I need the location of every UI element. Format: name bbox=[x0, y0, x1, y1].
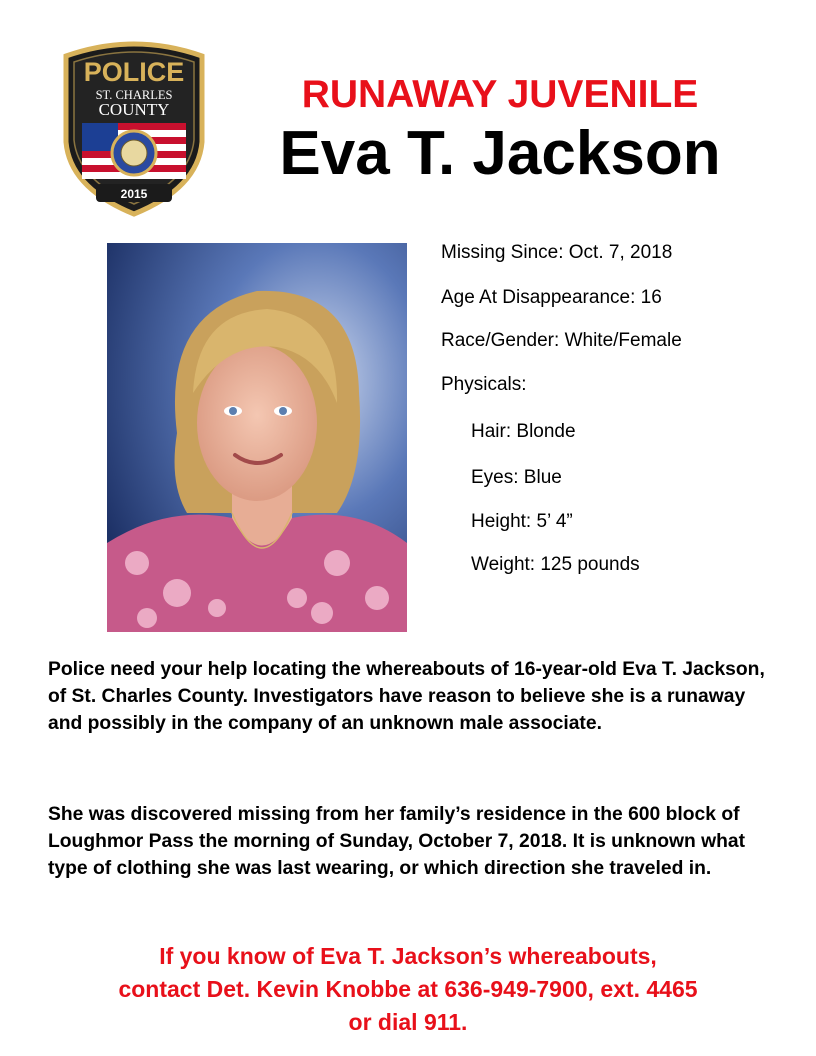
race-gender: Race/Gender: White/Female bbox=[441, 330, 682, 351]
poster-subtitle: RUNAWAY JUVENILE bbox=[301, 73, 699, 116]
contact-line-3: or dial 911. bbox=[348, 1009, 468, 1035]
poster-title-name: Eva T. Jackson bbox=[279, 119, 721, 188]
weight-detail: Weight: 125 pounds bbox=[471, 554, 640, 575]
police-badge-logo bbox=[58, 38, 210, 218]
description-paragraph-2: She was discovered missing from her family’s residence in the 600 block of Loughmor Pass the morning of Sunday, October 7, 2018. It is unknown what type of clothing she was last wearing, or which direction she traveled in. bbox=[48, 804, 746, 879]
contact-line-2: contact Det. Kevin Knobbe at 636-949-7900, ext. 4465 bbox=[118, 976, 698, 1002]
description-paragraph-1: Police need your help locating the whereabouts of 16-year-old Eva T. Jackson, of St. Charles County. Investigators have reason to believe she is a runaway and possibly in the company of an unknown male associate. bbox=[48, 659, 765, 734]
contact-line-1: If you know of Eva T. Jackson’s whereabouts, bbox=[159, 943, 657, 969]
badge-county-line1: ST. CHARLES bbox=[95, 88, 173, 102]
badge-county-line2: COUNTY bbox=[98, 100, 170, 119]
badge-year: 2015 bbox=[120, 187, 148, 201]
physicals-label: Physicals: bbox=[441, 374, 527, 395]
hair-detail: Hair: Blonde bbox=[471, 421, 576, 442]
height-detail: Height: 5’ 4” bbox=[471, 511, 573, 532]
eyes-detail: Eyes: Blue bbox=[471, 467, 562, 488]
age-at-disappearance: Age At Disappearance: 16 bbox=[441, 287, 662, 308]
missing-person-photo bbox=[107, 243, 407, 632]
missing-since: Missing Since: Oct. 7, 2018 bbox=[441, 242, 673, 263]
badge-police-text: POLICE bbox=[83, 57, 185, 87]
contact-info bbox=[40, 940, 776, 1039]
